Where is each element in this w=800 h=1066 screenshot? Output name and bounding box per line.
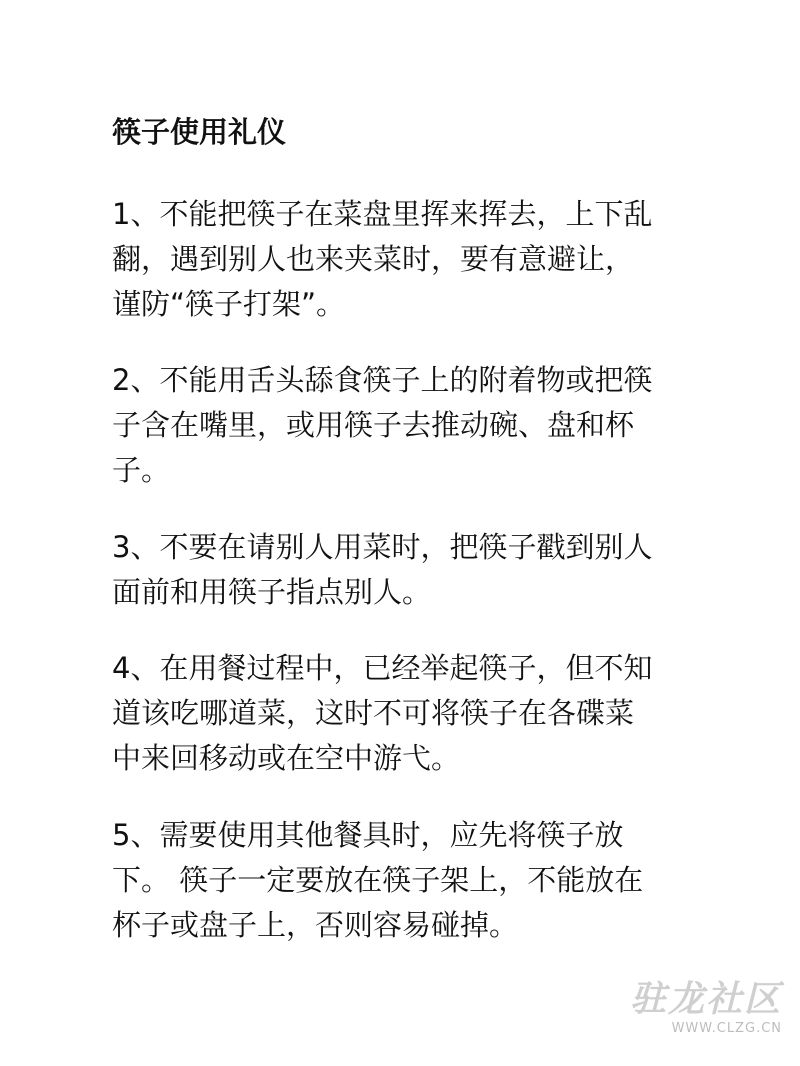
paragraph-line: 子。 — [112, 453, 171, 487]
paragraph-line: 翻，遇到别人也来夹菜时，要有意避让， — [112, 242, 635, 276]
page-title: 筷子使用礼仪 — [112, 115, 287, 149]
etiquette-item-2 — [112, 358, 692, 493]
site-watermark — [612, 978, 782, 1048]
paragraph-line: 5、需要使用其他餐具时，应先将筷子放 — [112, 818, 624, 852]
paragraph-line: 2、不能用舌头舔食筷子上的附着物或把筷 — [112, 363, 653, 397]
paragraph-line: 杯子或盘子上，否则容易碰掉。 — [112, 908, 519, 942]
paragraph-line: 中来回移动或在空中游弋。 — [112, 741, 461, 775]
paragraph-line: 子含在嘴里，或用筷子去推动碗、盘和杯 — [112, 408, 635, 442]
etiquette-item-4 — [112, 646, 692, 781]
paragraph-line: 谨防“筷子打架”。 — [112, 287, 346, 321]
watermark-logo-text: 驻龙社区 — [629, 978, 782, 1020]
paragraph-line: 1、不能把筷子在菜盘里挥来挥去，上下乱 — [112, 197, 653, 231]
paragraph-line: 3、不要在请别人用菜时，把筷子戳到别人 — [112, 530, 653, 564]
paragraph-line: 下。 筷子一定要放在筷子架上，不能放在 — [112, 863, 644, 897]
watermark-url: WWW.CLZG.CN — [671, 1021, 782, 1036]
paragraph-line: 4、在用餐过程中，已经举起筷子，但不知 — [112, 651, 653, 685]
paragraph-line: 道该吃哪道菜，这时不可将筷子在各碟菜 — [112, 696, 635, 730]
etiquette-item-1 — [112, 192, 692, 327]
etiquette-item-3 — [112, 525, 692, 615]
paragraph-line: 面前和用筷子指点别人。 — [112, 575, 432, 609]
etiquette-item-5 — [112, 813, 692, 948]
